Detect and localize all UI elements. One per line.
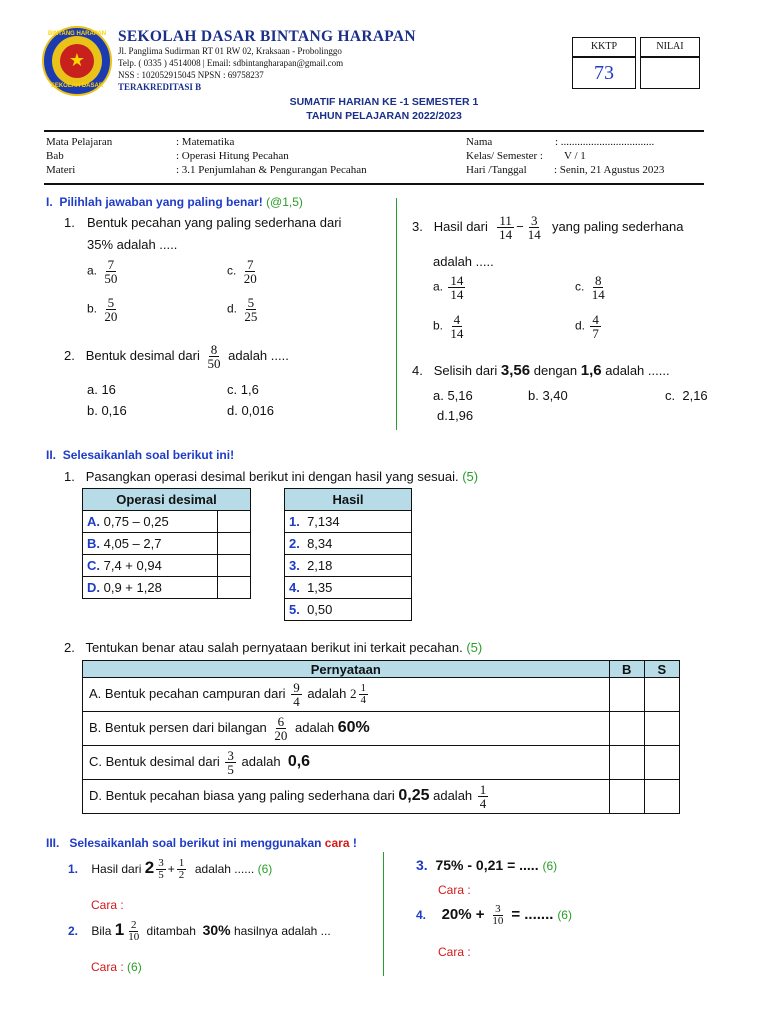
answer-cell[interactable]	[218, 511, 251, 533]
s3-q3-line: 3. 75% - 0,21 = ..... (6)	[416, 857, 558, 873]
kktp-label: KKTP	[572, 37, 636, 57]
statements-table	[82, 660, 680, 814]
operations-header: Operasi desimal	[83, 489, 251, 511]
exam-year: TAHUN PELAJARAN 2022/2023	[306, 110, 462, 122]
exam-title: SUMATIF HARIAN KE -1 SEMESTER 1	[289, 96, 479, 108]
q2-option-a[interactable]: a. 16	[87, 382, 116, 397]
benar-cell[interactable]	[609, 746, 644, 780]
header-divider	[44, 130, 704, 132]
q3-text-c: adalah .....	[433, 254, 494, 269]
s3-q2-cara: Cara : (6)	[91, 960, 142, 974]
results-header: Hasil	[285, 489, 412, 511]
q3-option-b[interactable]: b. $\frac{4}{14}$	[433, 312, 464, 341]
info-divider	[44, 183, 704, 185]
materi-value: : 3.1 Penjumlahan & Pengurangan Pecahan	[176, 164, 367, 176]
section3-heading: III. Selesaikanlah soal berikut ini menggunakan cara !	[46, 836, 357, 850]
table-row: A. 0,75 – 0,25	[83, 511, 251, 533]
benar-header: B	[609, 661, 644, 678]
school-ids: NSS : 102052915045 NPSN : 69758237	[118, 70, 264, 80]
q1-option-d[interactable]: d. $\frac{5}{25}$	[227, 295, 258, 324]
bab-value: : Operasi Hitung Pecahan	[176, 150, 289, 162]
table-row: 2. 8,34	[285, 533, 412, 555]
answer-cell[interactable]	[218, 533, 251, 555]
q1-text-b: 35% adalah .....	[87, 237, 178, 252]
section2-heading: II. Selesaikanlah soal berikut ini!	[46, 448, 235, 462]
salah-cell[interactable]	[644, 678, 679, 712]
salah-cell[interactable]	[644, 746, 679, 780]
q3-option-a[interactable]: a. $\frac{14}{14}$	[433, 273, 464, 302]
q1-option-b[interactable]: b. $\frac{5}{20}$	[87, 295, 118, 324]
table-row: A. Bentuk pecahan campuran dari $\frac{9}{4}$ adalah 2 $\frac{1}{4}$	[83, 678, 680, 712]
hari-label: Hari /Tanggal	[466, 164, 527, 176]
q1-text-a: Bentuk pecahan yang paling sederhana dari	[87, 215, 342, 230]
s2-q2-line: 2. Tentukan benar atau salah pernyataan berikut ini terkait pecahan. (5)	[64, 640, 483, 655]
table-row: B. 4,05 – 2,7	[83, 533, 251, 555]
star-icon: ★	[68, 50, 86, 70]
s3-q4-line: 4. 20% + $\frac{3}{10}$ = ....... (6)	[416, 903, 572, 927]
mapel-label: Mata Pelajaran	[46, 136, 113, 148]
nama-value[interactable]: : ..................................	[555, 136, 655, 148]
kktp-value: 73	[572, 57, 636, 89]
table-row: 3. 2,18	[285, 555, 412, 577]
q2-option-c[interactable]: c. 1,6	[227, 382, 259, 397]
s3-q3-cara: Cara :	[438, 883, 471, 897]
school-contact: Telp. ( 0335 ) 4514008 | Email: sdbintangharapan@gmail.com	[118, 58, 344, 68]
salah-header: S	[644, 661, 679, 678]
q3-option-d[interactable]: d. $\frac{4}{7}$	[575, 312, 599, 341]
school-name: SEKOLAH DASAR BINTANG HARAPAN	[118, 28, 416, 45]
s3-q2-line: 2. Bila 1 $\frac{2}{10}$ ditambah 30% hasilnya adalah ...	[68, 919, 331, 944]
mapel-value: : Matematika	[176, 136, 235, 148]
q1-number: 1.	[64, 215, 75, 230]
nilai-label: NILAI	[640, 37, 700, 57]
results-table	[284, 488, 412, 621]
logo-text-bottom: SEKOLAH DASAR	[50, 83, 104, 89]
salah-cell[interactable]	[644, 712, 679, 746]
table-row: D. 0,9 + 1,28	[83, 577, 251, 599]
table-row: D. Bentuk pecahan biasa yang paling sederhana dari 0,25 adalah $\frac{1}{4}$	[83, 780, 680, 814]
salah-cell[interactable]	[644, 780, 679, 814]
answer-cell[interactable]	[218, 555, 251, 577]
section1-heading: I. Pilihlah jawaban yang paling benar! (@1,5)	[46, 195, 303, 209]
q2-option-d[interactable]: d. 0,016	[227, 403, 274, 418]
q2-line: 2. Bentuk desimal dari $\frac{8}{50}$ adalah .....	[64, 342, 289, 371]
accreditation: TERAKREDITASI B	[118, 82, 202, 92]
nilai-box[interactable]	[640, 57, 700, 89]
benar-cell[interactable]	[609, 678, 644, 712]
operations-table	[82, 488, 251, 599]
table-row: 5. 0,50	[285, 599, 412, 621]
benar-cell[interactable]	[609, 712, 644, 746]
benar-cell[interactable]	[609, 780, 644, 814]
nama-label: Nama	[466, 136, 493, 148]
q3-option-c[interactable]: c. $\frac{8}{14}$	[575, 273, 605, 302]
q4-option-a[interactable]: a. 5,16	[433, 388, 473, 403]
s3-q4-cara: Cara :	[438, 945, 471, 959]
s3-q1-line: 1. Hasil dari 2 $\frac{3}{5}$ + $\frac{1}{2}$ adalah ...... (6)	[68, 857, 273, 882]
answer-cell[interactable]	[218, 577, 251, 599]
table-row: C. 7,4 + 0,94	[83, 555, 251, 577]
q3-line: 3. Hasil dari $\frac{11}{14}$ − $\frac{3}{14}$ yang paling sederhana	[412, 213, 684, 242]
table-row: C. Bentuk desimal dari $\frac{3}{5}$ adalah 0,6	[83, 746, 680, 780]
materi-label: Materi	[46, 164, 76, 176]
q2-option-b[interactable]: b. 0,16	[87, 403, 127, 418]
school-logo	[42, 26, 112, 96]
hari-value: : Senin, 21 Agustus 2023	[554, 164, 665, 176]
column-divider-2	[383, 852, 384, 976]
kelas-label: Kelas/ Semester :	[466, 150, 543, 162]
q4-option-b[interactable]: b. 3,40	[528, 388, 568, 403]
s2-q1-line: 1. Pasangkan operasi desimal berikut ini dengan hasil yang sesuai. (5)	[64, 469, 479, 484]
q4-line: 4. Selisih dari 3,56 dengan 1,6 adalah ......	[412, 362, 670, 379]
bab-label: Bab	[46, 150, 64, 162]
table-row: 4. 1,35	[285, 577, 412, 599]
logo-text-top: BINTANG HARAPAN	[47, 31, 107, 37]
statement-header: Pernyataan	[83, 661, 610, 678]
table-row: B. Bentuk persen dari bilangan $\frac{6}{20}$ adalah 60%	[83, 712, 680, 746]
school-address: Jl. Panglima Sudirman RT 01 RW 02, Kraksaan - Probolinggo	[118, 46, 342, 56]
q1-option-c[interactable]: c. $\frac{7}{20}$	[227, 257, 257, 286]
q4-option-d[interactable]: d.1,96	[437, 408, 474, 423]
q4-option-c[interactable]: c. 2,16	[665, 388, 708, 403]
column-divider-1	[396, 198, 397, 430]
s3-q1-cara: Cara :	[91, 898, 124, 912]
table-row: 1. 7,134	[285, 511, 412, 533]
kelas-value: V / 1	[564, 150, 586, 162]
q1-option-a[interactable]: a. $\frac{7}{50}$	[87, 257, 118, 286]
